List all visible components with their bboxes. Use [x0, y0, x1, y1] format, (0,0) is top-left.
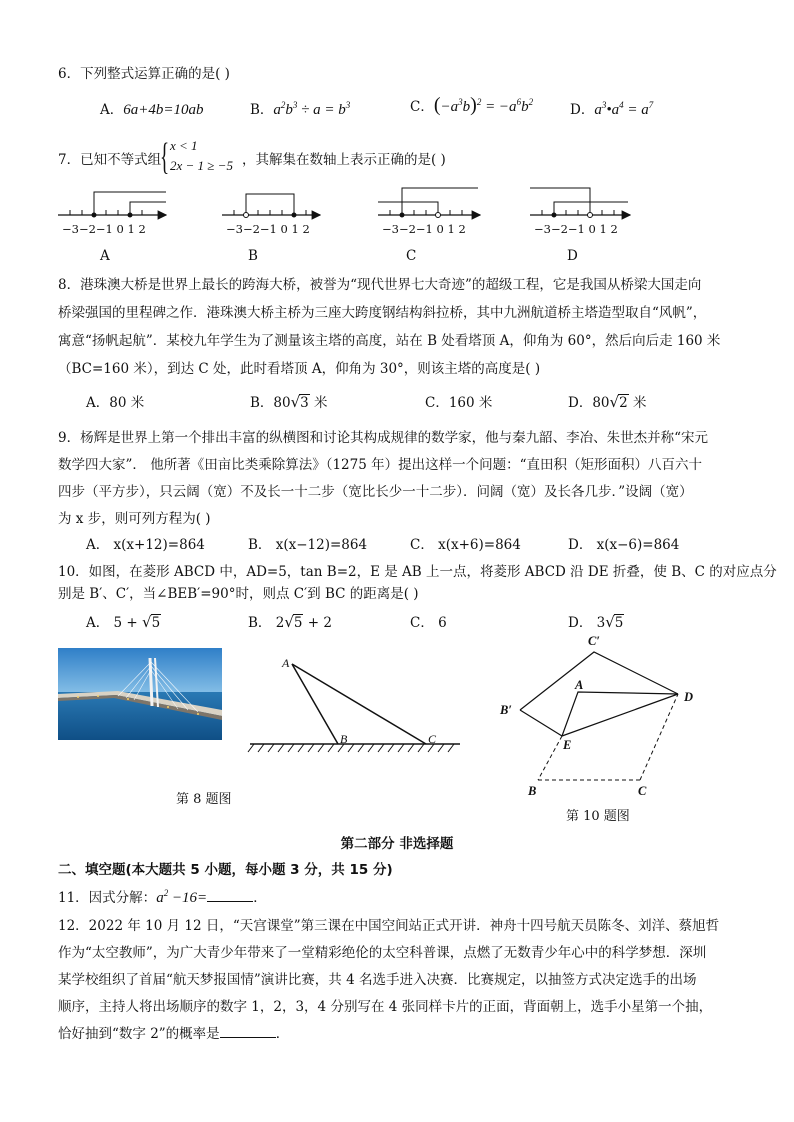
number-line-d-ticks: −3−2−1 0 1 2 [534, 222, 618, 236]
figure-8-caption: 第 8 题图 [176, 792, 232, 807]
q9-line2: 数学四大家”． 他所著《田亩比类乘除算法》（1275 年）提出这样一个问题：“直田积（矩形面积）八百六十 [58, 457, 702, 473]
q8-line1: 8．港珠澳大桥是世界上最长的跨海大桥，被誉为“现代世界七大奇迹”的超级工程，它是我国从桥梁大国走向 [58, 277, 702, 293]
q8-option-a: A．80 米 [86, 395, 145, 411]
q9-option-a: A． x(x+12)=864 [86, 537, 205, 553]
q10-option-c: C． 6 [410, 615, 447, 631]
number-line-b-label: B [248, 248, 258, 264]
q6-option-a: A．6a+4b=10ab [100, 102, 204, 118]
part-two-title: 第二部分 非选择题 [340, 836, 454, 852]
q11: 11．因式分解：$a^2 -16=$ ． [58, 888, 267, 906]
number-line-a-label: A [100, 248, 110, 264]
q10-line1: 10．如图，在菱形 ABCD 中，AD=5，tan B=2，E 是 AB 上一点，将菱形 ABCD 沿 DE 折叠，使 B、C 的对应点分 [58, 564, 777, 580]
number-line-c [378, 188, 480, 218]
rh-label-c: C [638, 784, 647, 798]
rhombus-fold-figure [500, 630, 730, 800]
q12-line3: 某学校组织了首届“航天梦报国情”演讲比赛，共 4 名选手进入决赛．比赛规定，以抽签方式决定选手的出场 [58, 972, 697, 988]
q7-stem-prefix: 7．已知不等式组 [58, 152, 162, 168]
q9-line3: 四步（平方步），只云阔（宽）不及长一十二步（宽比长少一十二步）．问阔（宽）及长各几步．”设阔（宽） [58, 484, 693, 500]
section-fill-blank-title: 二、填空题(本大题共 5 小题，每小题 3 分，共 15 分) [58, 862, 393, 878]
tri-label-c: C [428, 732, 437, 746]
q10-line2: 别是 B′、C′，当∠BEB′=90°时，则点 C′到 BC 的距离是( ) [58, 586, 419, 602]
q7-stem-suffix: ，其解集在数轴上表示正确的是( ) [242, 152, 446, 168]
q7-system-line2: 2x − 1 ≥ −5 [170, 158, 233, 173]
number-line-b [222, 194, 320, 218]
q12-line5: 恰好抽到“数字 2”的概率是 ． [58, 1026, 290, 1042]
q9-option-b: B． x(x−12)=864 [248, 537, 368, 553]
q6-stem: 6．下列整式运算正确的是( ) [58, 66, 230, 82]
q9-line4: 为 x 步，则可列方程为( ) [58, 511, 211, 527]
q12-line1: 12．2022 年 10 月 12 日，“天宫课堂”第三课在中国空间站正式开讲．神舟十四号航天员陈冬、刘洋、蔡旭哲 [58, 918, 720, 934]
number-line-b-ticks: −3−2−1 0 1 2 [226, 222, 310, 236]
q6-option-d: D．$a^3•a^4 = a^7$ [570, 100, 654, 118]
q6-option-c: C．$(-a^3b)^2 = -a^6b^2$ [410, 94, 534, 116]
bridge-photo [58, 648, 222, 740]
tri-label-a: A [282, 656, 290, 670]
q6-option-b: B．$a^2b^3 \div a = b^3$ [250, 100, 351, 118]
q12-line4: 顺序，主持人将出场顺序的数字 1，2，3，4 分别写在 4 张同样卡片的正面，背面朝上，选手小星第一个抽， [58, 999, 713, 1015]
rh-label-d: D [684, 690, 694, 704]
q9-option-c: C． x(x+6)=864 [410, 537, 521, 553]
number-line-c-label: C [406, 248, 417, 264]
q7-number-lines [0, 180, 794, 250]
q9-option-d: D． x(x−6)=864 [568, 537, 680, 553]
q8-line2: 桥梁强国的里程碑之作．港珠澳大桥主桥为三座大跨度钢结构斜拉桥，其中九洲航道桥主塔造型取自“风帆”， [58, 305, 707, 321]
q8-line4: （BC=160 米），到达 C 处，此时看塔顶 A，仰角为 30°，则该主塔的高度是( ) [58, 361, 541, 377]
rh-label-cprime: C′ [588, 634, 600, 648]
q8-option-b: B．80√3 米 [250, 393, 328, 411]
q9-line1: 9．杨辉是世界上第一个排出丰富的纵横图和讨论其构成规律的数学家，他与秦九韶、李冶、朱世杰并称“宋元 [58, 430, 708, 446]
q12-line2: 作为“太空教师”，为广大青少年带来了一堂精彩绝伦的太空科普课，点燃了无数青少年心中的科学梦想．深圳 [58, 945, 707, 961]
q8-line3: 寓意“扬帆起航”．某校九年学生为了测量该主塔的高度，站在 B 处看塔顶 A，仰角为 60°，然后向后走 160 米 [58, 333, 721, 349]
number-line-a-ticks: −3−2−1 0 1 2 [62, 222, 146, 236]
rh-label-e: E [563, 738, 572, 752]
q7-system-line1: x < 1 [170, 138, 198, 153]
tri-label-b: B [340, 732, 348, 746]
q10-option-a: A． 5 + √5 [86, 613, 161, 631]
rh-label-b: B [528, 784, 537, 798]
figure-10-caption: 第 10 题图 [566, 809, 630, 824]
q10-option-b: B． 2√5 + 2 [248, 613, 332, 631]
number-line-d [530, 188, 630, 218]
rh-label-a: A [575, 678, 584, 692]
q10-option-d: D． 3√5 [568, 613, 624, 631]
number-line-d-label: D [567, 248, 578, 264]
q8-option-d: D．80√2 米 [568, 393, 647, 411]
number-line-c-ticks: −3−2−1 0 1 2 [382, 222, 466, 236]
q8-option-c: C．160 米 [425, 395, 493, 411]
number-line-a [58, 192, 166, 218]
rh-label-bprime: B′ [500, 703, 512, 717]
brace-symbol: { [160, 136, 170, 178]
